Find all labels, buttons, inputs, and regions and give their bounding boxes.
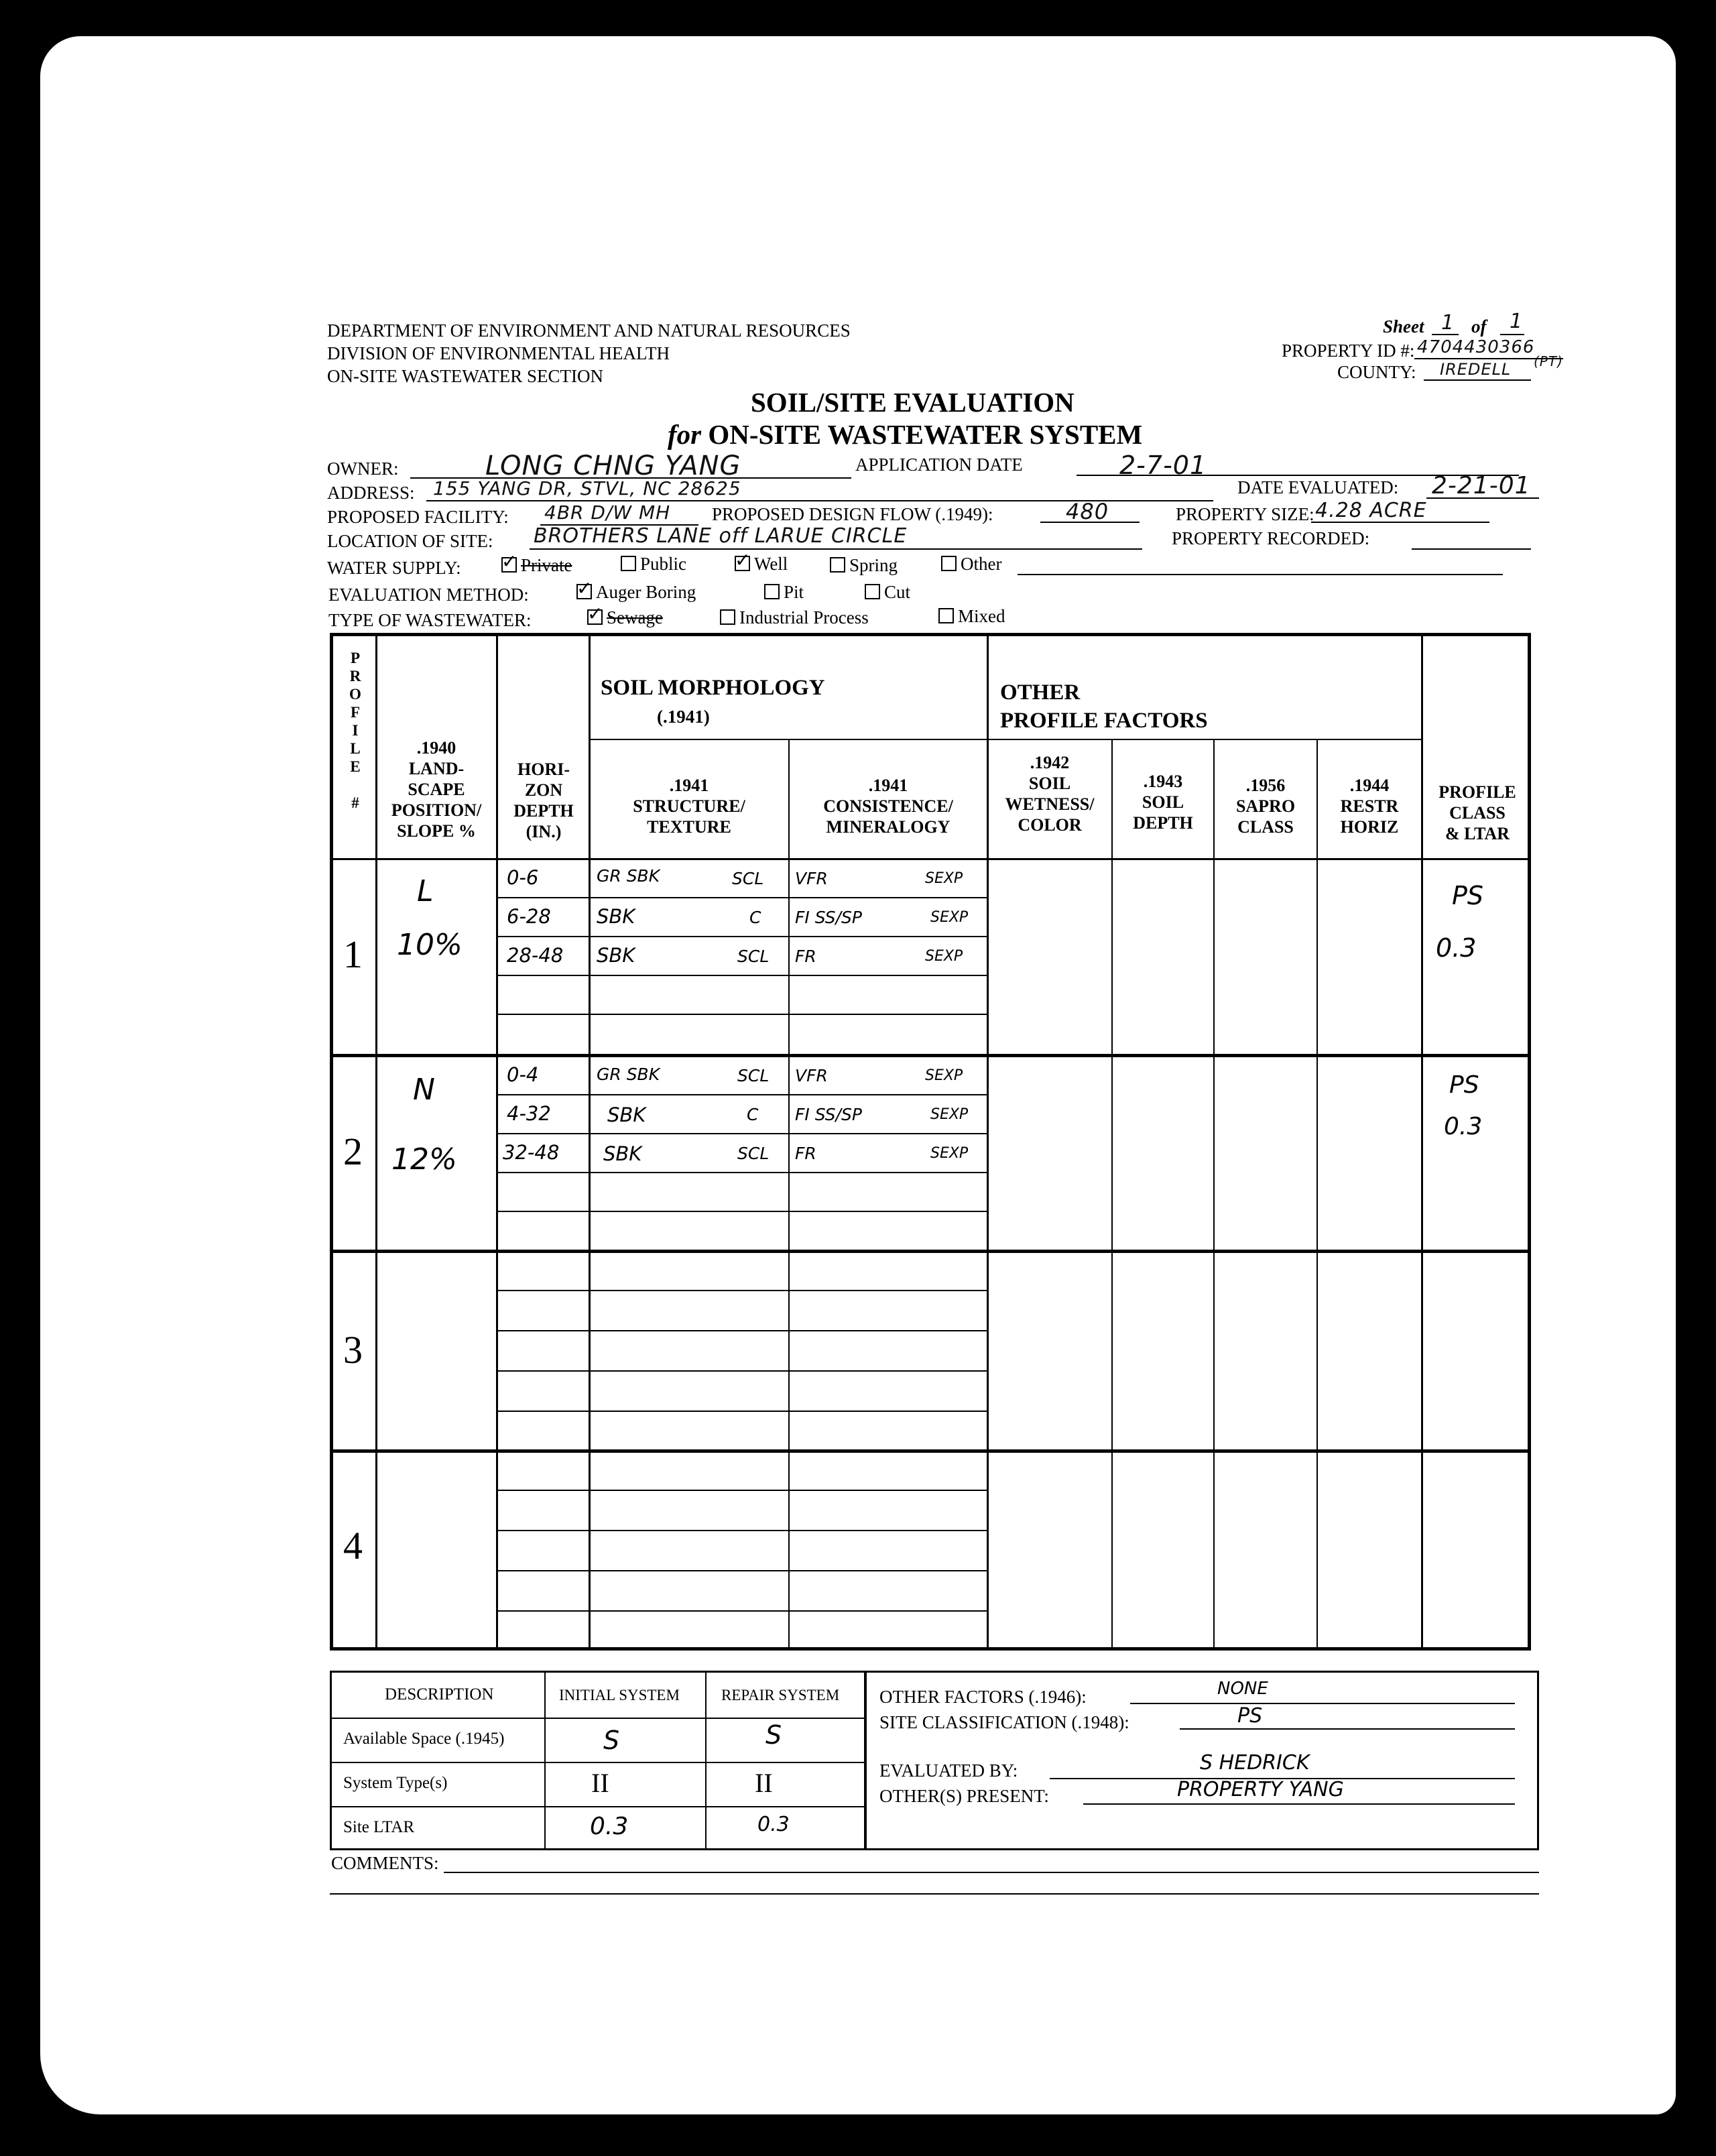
- summary-initial-header: INITIAL SYSTEM: [559, 1687, 680, 1703]
- dept-line-1: DEPARTMENT OF ENVIRONMENT AND NATURAL RESOURCES: [327, 320, 851, 341]
- design-flow-value[interactable]: 480: [1066, 499, 1109, 524]
- property-size-value[interactable]: 4.28 ACRE: [1315, 499, 1427, 522]
- profile-1-landscape: L: [417, 874, 434, 908]
- checkbox-icon[interactable]: [941, 556, 957, 571]
- location-label: LOCATION OF SITE:: [327, 531, 493, 551]
- sheet-total: 1: [1510, 310, 1524, 333]
- wastewater-label: TYPE OF WASTEWATER:: [328, 610, 532, 630]
- address-label: ADDRESS:: [327, 483, 415, 503]
- checkbox-icon[interactable]: [720, 609, 735, 625]
- col-wetness-header: .1942 SOIL WETNESS/ COLOR: [1005, 753, 1095, 835]
- dept-line-2: DIVISION OF ENVIRONMENTAL HEALTH: [327, 343, 670, 363]
- profile-1-consistence: FI SS/SP: [795, 908, 862, 927]
- form-subtitle: [668, 418, 1142, 451]
- other-factors-header: OTHER PROFILE FACTORS: [1000, 680, 1208, 733]
- profile-1-structure: SBK: [597, 944, 635, 967]
- owner-value[interactable]: LONG CHNG YANG: [485, 451, 741, 481]
- water-well-option[interactable]: [735, 554, 788, 575]
- proposed-facility-value[interactable]: 4BR D/W MH: [544, 501, 671, 524]
- checkbox-icon[interactable]: [621, 556, 636, 571]
- proposed-facility-label: PROPOSED FACILITY:: [327, 507, 509, 527]
- water-public-label: Public: [640, 554, 687, 574]
- water-other-option[interactable]: [941, 554, 1001, 575]
- address-value[interactable]: 155 YANG DR, STVL, NC 28625: [433, 477, 741, 499]
- checkbox-checked-icon[interactable]: [501, 557, 517, 573]
- profile-1-consistence: VFR: [795, 869, 828, 888]
- eval-cut-label: Cut: [884, 582, 911, 602]
- summary-row-label: System Type(s): [343, 1774, 448, 1792]
- water-public-option[interactable]: [621, 554, 686, 575]
- col-restr-header: .1944 RESTR HORIZ: [1340, 776, 1399, 837]
- form-title: SOIL/SITE EVALUATION: [751, 387, 1075, 418]
- profile-2-slope: 12%: [391, 1142, 457, 1177]
- summary-row-label: Available Space (.1945): [343, 1730, 505, 1748]
- summary-row-repair: 0.3: [757, 1813, 790, 1836]
- sheet-of: of: [1471, 316, 1487, 337]
- property-size-label: PROPERTY SIZE:: [1176, 504, 1314, 524]
- profile-2-texture: SCL: [737, 1066, 770, 1085]
- application-date-value[interactable]: 2-7-01: [1119, 451, 1207, 480]
- summary-description-header: DESCRIPTION: [385, 1685, 494, 1703]
- eval-pit-label: Pit: [784, 582, 804, 602]
- profile-2-depth: 0-4: [507, 1063, 539, 1086]
- checkbox-icon[interactable]: [938, 608, 954, 623]
- profile-1-ltar: 0.3: [1436, 933, 1477, 963]
- profile-2-depth: 32-48: [503, 1141, 560, 1164]
- evaluation-method-label: EVALUATION METHOD:: [328, 585, 529, 605]
- wastewater-industrial-option[interactable]: [720, 607, 869, 628]
- wastewater-sewage-option[interactable]: [587, 607, 663, 628]
- water-private-option[interactable]: [501, 555, 572, 576]
- location-value[interactable]: BROTHERS LANE off LARUE CIRCLE: [534, 524, 908, 548]
- summary-row-repair: II: [755, 1768, 773, 1798]
- eval-auger-label: Auger Boring: [596, 582, 696, 602]
- summary-row-initial: II: [591, 1768, 609, 1798]
- eval-pit-option[interactable]: [764, 582, 804, 603]
- summary-row-initial: 0.3: [590, 1813, 629, 1840]
- profile-1-class: PS: [1452, 881, 1484, 910]
- eval-auger-option[interactable]: [576, 582, 696, 603]
- profile-2-consistence: FR: [795, 1144, 816, 1163]
- profile-2-texture: SCL: [737, 1144, 770, 1163]
- col-sapro-header: .1956 SAPRO CLASS: [1235, 776, 1296, 837]
- profile-1-slope: 10%: [397, 928, 463, 962]
- comments-label: COMMENTS:: [331, 1853, 439, 1873]
- profile-2-structure: SBK: [603, 1142, 642, 1165]
- owner-label: OWNER:: [327, 459, 399, 479]
- profile-1-depth: 28-48: [507, 944, 564, 967]
- profile-1-structure: SBK: [597, 905, 635, 928]
- col-structure-header: .1941 STRUCTURE/ TEXTURE: [633, 776, 745, 837]
- profile-2-ltar: 0.3: [1444, 1113, 1483, 1140]
- sheet-label: Sheet: [1383, 316, 1424, 337]
- sheet-number: 1: [1441, 311, 1455, 335]
- col-consistence-header: .1941 CONSISTENCE/ MINERALOGY: [823, 776, 953, 837]
- soil-morphology-code: (.1941): [657, 707, 710, 727]
- profile-1-texture: C: [749, 908, 761, 927]
- county-note: (PT): [1534, 353, 1563, 369]
- profile-2-mineralogy: SEXP: [930, 1145, 969, 1162]
- water-supply-label: WATER SUPPLY:: [327, 558, 461, 578]
- design-flow-label: PROPOSED DESIGN FLOW (.1949):: [712, 504, 993, 524]
- subtitle-prefix: for: [668, 419, 702, 450]
- col-profile-header: P R O F I L E #: [349, 650, 361, 811]
- profile-2-texture: C: [747, 1105, 759, 1124]
- summary-row-initial: S: [603, 1726, 620, 1755]
- subtitle-main: ON-SITE WASTEWATER SYSTEM: [708, 419, 1143, 450]
- profile-1-texture: SCL: [737, 947, 770, 966]
- checkbox-icon[interactable]: [764, 584, 780, 599]
- soil-morphology-header: SOIL MORPHOLOGY: [601, 676, 825, 700]
- evaluated-by-label: EVALUATED BY:: [879, 1760, 1018, 1781]
- profile-2-mineralogy: SEXP: [925, 1067, 963, 1084]
- site-classification-value[interactable]: PS: [1237, 1704, 1263, 1728]
- county-label: COUNTY:: [1337, 362, 1416, 382]
- others-present-value[interactable]: PROPERTY YANG: [1177, 1778, 1344, 1801]
- eval-cut-option[interactable]: [865, 582, 910, 603]
- property-id-label: PROPERTY ID #:: [1282, 341, 1415, 361]
- water-other-label: Other: [961, 554, 1002, 574]
- wastewater-sewage-label: Sewage: [607, 607, 663, 627]
- wastewater-mixed-option[interactable]: [938, 606, 1005, 627]
- profile-2-mineralogy: SEXP: [930, 1106, 969, 1123]
- date-evaluated-value[interactable]: 2-21-01: [1432, 472, 1531, 499]
- profile-1-mineralogy: SEXP: [925, 948, 963, 965]
- profile-2-consistence: VFR: [795, 1066, 828, 1085]
- other-factors-label: OTHER FACTORS (.1946):: [879, 1687, 1087, 1707]
- site-classification-label: SITE CLASSIFICATION (.1948):: [879, 1712, 1129, 1732]
- application-date-label: APPLICATION DATE: [855, 455, 1023, 475]
- property-id-value: 4704430366: [1417, 337, 1535, 357]
- profile-1-mineralogy: SEXP: [925, 870, 963, 887]
- profile-1-texture: SCL: [732, 869, 764, 888]
- profile-1-structure: GR SBK: [597, 866, 660, 886]
- col-soil-depth-header: .1943 SOIL DEPTH: [1133, 772, 1193, 833]
- county-value: IREDELL: [1440, 360, 1512, 379]
- checkbox-icon[interactable]: [865, 584, 880, 599]
- profile-1-mineralogy: SEXP: [930, 909, 969, 926]
- profile-number: 3: [343, 1328, 363, 1372]
- others-present-label: OTHER(S) PRESENT:: [879, 1786, 1049, 1806]
- evaluated-by-value[interactable]: S HEDRICK: [1200, 1751, 1310, 1775]
- profile-2-class: PS: [1449, 1071, 1479, 1099]
- water-well-label: Well: [754, 554, 788, 574]
- checkbox-checked-icon[interactable]: [587, 609, 603, 625]
- profile-1-depth: 6-28: [507, 905, 551, 928]
- property-recorded-label: PROPERTY RECORDED:: [1172, 528, 1370, 548]
- water-private-label: Private: [521, 555, 572, 575]
- profile-1-consistence: FR: [795, 947, 816, 966]
- summary-row-repair: S: [765, 1720, 782, 1750]
- profile-2-depth: 4-32: [507, 1102, 551, 1125]
- profile-number: 2: [343, 1130, 363, 1173]
- summary-repair-header: REPAIR SYSTEM: [721, 1687, 840, 1703]
- profile-2-landscape: N: [413, 1073, 435, 1107]
- other-factors-value[interactable]: NONE: [1217, 1679, 1268, 1699]
- col-horizon-header: HORI- ZON DEPTH (IN.): [513, 760, 574, 841]
- checkbox-checked-icon[interactable]: [735, 556, 750, 571]
- profile-2-structure: SBK: [607, 1103, 646, 1126]
- profile-number: 4: [343, 1524, 363, 1567]
- wastewater-industrial-label: Industrial Process: [739, 607, 869, 627]
- profile-number: 1: [343, 933, 363, 976]
- col-class-header: PROFILE CLASS & LTAR: [1438, 782, 1516, 843]
- col-landscape-header: .1940 LAND- SCAPE POSITION/ SLOPE %: [391, 738, 482, 841]
- wastewater-mixed-label: Mixed: [958, 606, 1005, 626]
- dept-line-3: ON-SITE WASTEWATER SECTION: [327, 366, 603, 386]
- water-spring-label: Spring: [849, 555, 898, 575]
- date-evaluated-label: DATE EVALUATED:: [1237, 477, 1399, 497]
- checkbox-icon[interactable]: [830, 557, 845, 573]
- profile-1-depth: 0-6: [507, 866, 539, 889]
- summary-row-label: Site LTAR: [343, 1818, 415, 1836]
- checkbox-checked-icon[interactable]: [576, 584, 592, 599]
- water-spring-option[interactable]: [830, 555, 898, 576]
- profile-2-consistence: FI SS/SP: [795, 1105, 862, 1124]
- profile-2-structure: GR SBK: [597, 1065, 660, 1084]
